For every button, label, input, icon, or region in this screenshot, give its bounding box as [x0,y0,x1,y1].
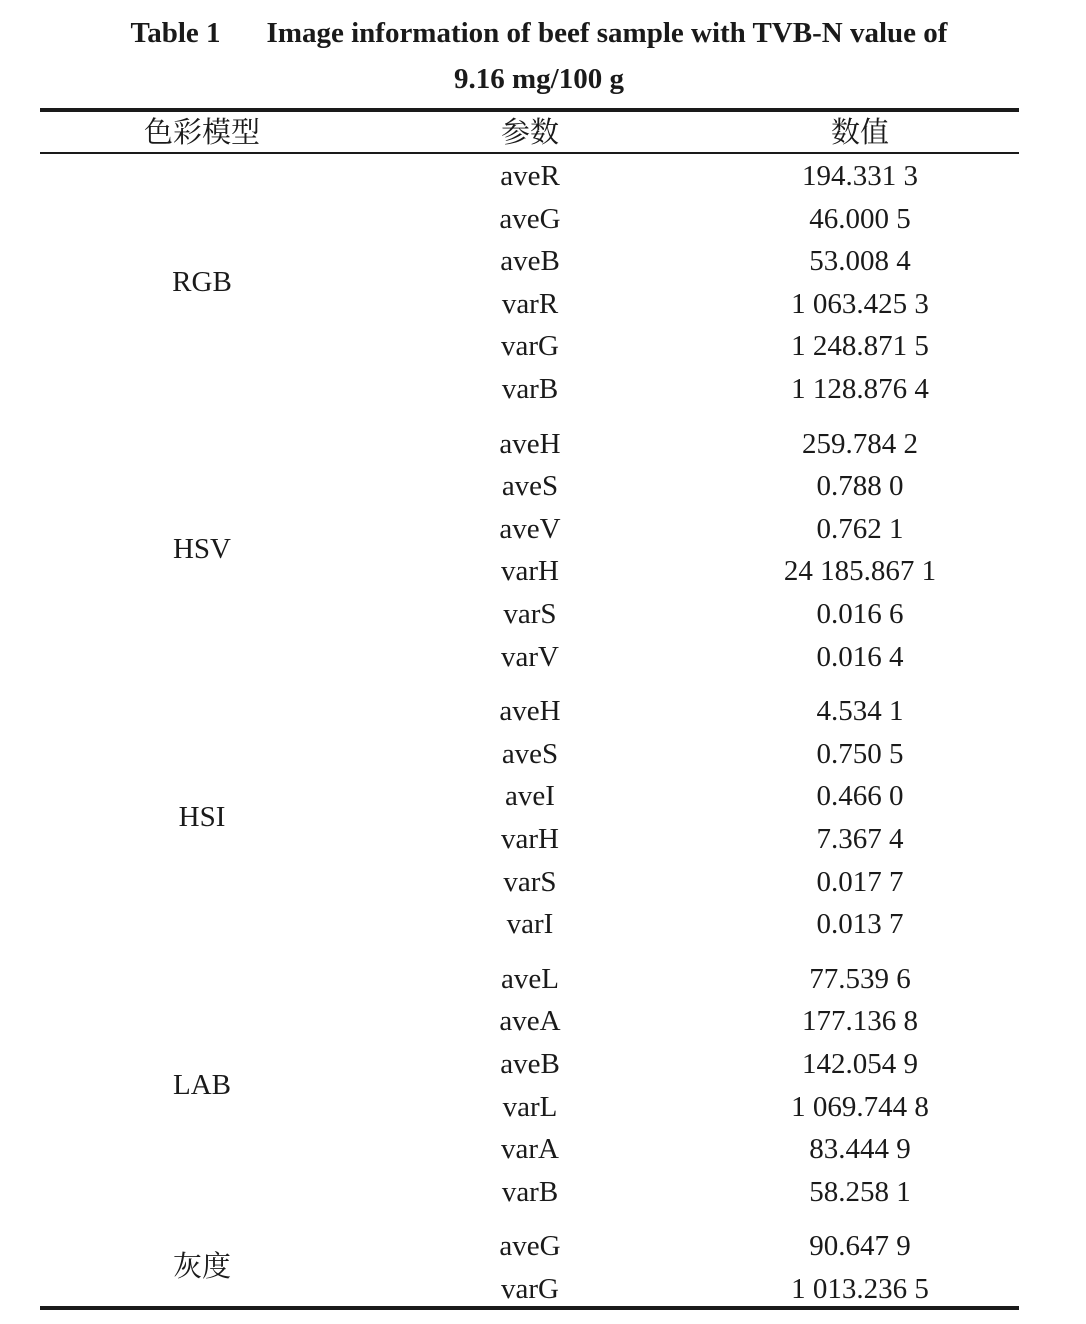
color-model-cell: 灰度 [172,1251,231,1283]
param-cell: aveA [499,1005,561,1038]
value-cell: 0.016 6 [816,598,904,630]
param-cell: varB [501,1175,559,1208]
value-cell: 53.008 4 [809,245,911,278]
param-cell: varA [501,1133,559,1166]
top-rule [40,108,1019,112]
value-cell: 142.054 9 [802,1048,918,1080]
value-cell: 77.539 6 [809,962,911,995]
color-model-cell: HSV [172,533,231,566]
param-cell: aveB [500,1048,560,1080]
color-model-cell: HSI [178,801,226,833]
param-cell: aveL [501,962,559,995]
value-cell: 1 248.871 5 [791,330,929,363]
param-cell: varG [501,1273,559,1305]
value-cell: 0.013 7 [816,908,904,941]
header-rule [40,152,1019,154]
value-cell: 177.136 8 [802,1005,918,1038]
value-cell: 0.750 5 [816,737,904,770]
table-number: Table 1 [130,17,221,49]
value-cell: 1 069.744 8 [791,1090,929,1123]
param-cell: varS [503,598,557,630]
value-cell: 0.788 0 [816,470,904,503]
header-value: 数值 [830,117,889,149]
header-color-model: 色彩模型 [143,117,260,149]
param-cell: varL [502,1090,558,1123]
value-cell: 58.258 1 [809,1175,911,1208]
param-cell: varH [501,823,559,855]
value-cell: 46.000 5 [809,202,911,235]
bottom-rule [40,1306,1019,1310]
param-cell: varB [501,373,559,405]
value-cell: 4.534 1 [816,695,904,728]
header-parameter: 参数 [500,117,559,149]
param-cell: varI [506,908,554,941]
param-cell: aveG [499,1230,561,1263]
param-cell: varH [501,555,559,588]
param-cell: aveS [501,737,559,770]
value-cell: 24 185.867 1 [783,555,937,588]
value-cell: 1 128.876 4 [791,373,929,405]
color-model-cell: RGB [172,265,232,298]
param-cell: varV [501,640,559,673]
param-cell: aveH [499,695,561,728]
caption-line-1 [40,10,1038,56]
value-cell: 0.762 1 [816,512,904,545]
param-cell: aveV [499,512,561,545]
param-cell: varR [501,287,559,320]
value-cell: 1 063.425 3 [791,287,929,320]
param-cell: aveR [500,160,560,192]
value-cell: 0.466 0 [816,780,904,813]
param-cell: aveB [500,245,560,278]
value-cell: 0.017 7 [816,865,904,898]
value-cell: 7.367 4 [816,823,904,855]
param-cell: varG [501,330,559,363]
value-cell: 90.647 9 [809,1230,911,1263]
value-cell: 83.444 9 [809,1133,911,1166]
param-cell: aveI [505,780,555,813]
param-cell: varS [503,865,557,898]
param-cell: aveH [499,427,561,460]
value-cell: 259.784 2 [802,427,918,460]
param-cell: aveG [499,202,561,235]
color-model-cell: LAB [173,1068,231,1101]
caption-line-2: 9.16 mg/100 g [454,63,624,95]
table-title: Image information of beef sample with TVB-N value of [266,17,948,49]
value-cell: 1 013.236 5 [791,1273,929,1305]
value-cell: 194.331 3 [802,160,918,192]
table-caption [40,10,1038,102]
value-cell: 0.016 4 [816,640,904,673]
param-cell: aveS [501,470,559,503]
